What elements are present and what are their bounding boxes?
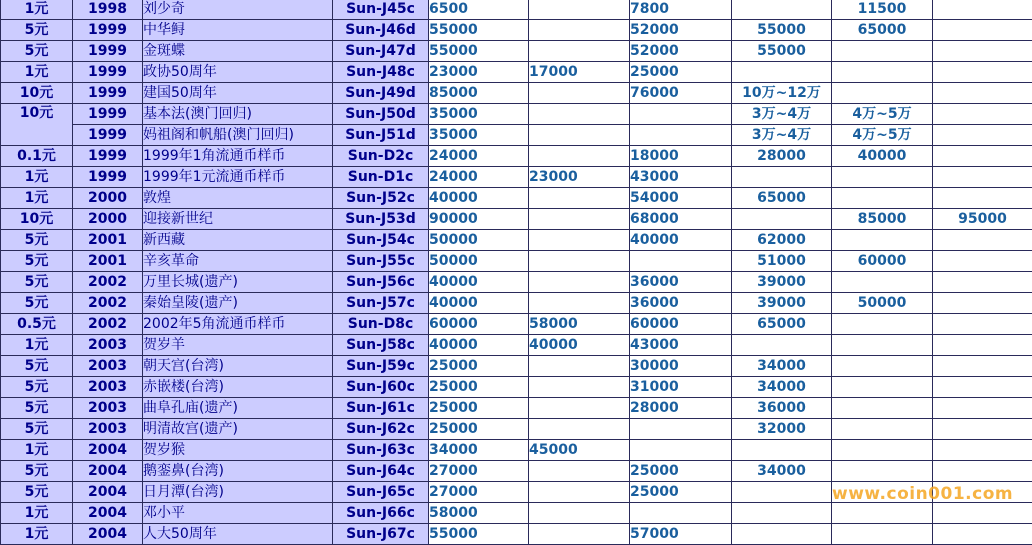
price-cell-1[interactable]: 27000 — [429, 482, 529, 503]
catalog-code-cell[interactable]: Sun-J57c — [333, 293, 429, 314]
price-cell-1[interactable]: 25000 — [429, 398, 529, 419]
price-cell-5[interactable] — [832, 272, 933, 293]
price-cell-5[interactable]: 50000 — [832, 293, 933, 314]
price-cell-3[interactable]: 18000 — [630, 146, 732, 167]
catalog-code-cell[interactable]: Sun-J51d — [333, 125, 429, 146]
year-cell[interactable]: 2000 — [73, 209, 143, 230]
price-cell-2[interactable]: 17000 — [529, 62, 630, 83]
table-row — [1, 314, 1032, 335]
coin-name-cell[interactable]: 新西藏 — [143, 230, 333, 251]
price-cell-6[interactable] — [933, 293, 1032, 314]
price-cell-1[interactable]: 24000 — [429, 146, 529, 167]
table-row — [1, 419, 1032, 440]
price-cell-3[interactable]: 36000 — [630, 293, 732, 314]
price-cell-6[interactable] — [933, 62, 1032, 83]
price-cell-1[interactable]: 50000 — [429, 251, 529, 272]
denomination-cell[interactable]: 1元 — [1, 62, 73, 83]
price-cell-5[interactable] — [832, 335, 933, 356]
price-cell-2[interactable] — [529, 482, 630, 503]
price-cell-2[interactable] — [529, 356, 630, 377]
coin-name-cell[interactable]: 曲阜孔庙(遗产) — [143, 398, 333, 419]
table-row — [1, 440, 1032, 461]
price-cell-4[interactable]: 39000 — [732, 293, 832, 314]
denomination-cell[interactable]: 5元 — [1, 293, 73, 314]
coin-name-cell[interactable]: 贺岁羊 — [143, 335, 333, 356]
price-cell-1[interactable]: 50000 — [429, 230, 529, 251]
price-cell-1[interactable]: 40000 — [429, 188, 529, 209]
year-cell[interactable]: 2004 — [73, 461, 143, 482]
catalog-code-cell[interactable]: Sun-J45c — [333, 0, 429, 20]
coin-name-cell[interactable]: 邓小平 — [143, 503, 333, 524]
table-row — [1, 41, 1032, 62]
denomination-cell[interactable]: 10元 — [1, 209, 73, 230]
catalog-code-cell[interactable]: Sun-J49d — [333, 83, 429, 104]
price-cell-5[interactable] — [832, 419, 933, 440]
price-cell-6[interactable] — [933, 356, 1032, 377]
price-cell-5[interactable] — [832, 188, 933, 209]
year-cell[interactable]: 2004 — [73, 524, 143, 545]
table-row — [1, 461, 1032, 482]
price-cell-6[interactable] — [933, 167, 1032, 188]
price-cell-5[interactable] — [832, 440, 933, 461]
price-cell-2[interactable] — [529, 104, 630, 125]
table-row — [1, 377, 1032, 398]
price-cell-1[interactable]: 25000 — [429, 377, 529, 398]
denomination-cell[interactable]: 5元 — [1, 482, 73, 503]
year-cell[interactable]: 2001 — [73, 230, 143, 251]
coin-name-cell[interactable]: 2002年5角流通币样币 — [143, 314, 333, 335]
price-cell-3[interactable] — [630, 104, 732, 125]
coin-name-cell[interactable]: 鹅銮鼻(台湾) — [143, 461, 333, 482]
price-cell-6[interactable] — [933, 461, 1032, 482]
price-cell-6[interactable] — [933, 0, 1032, 20]
denomination-cell[interactable]: 1元 — [1, 335, 73, 356]
price-cell-4[interactable] — [732, 209, 832, 230]
price-cell-3[interactable]: 31000 — [630, 377, 732, 398]
year-cell[interactable]: 1999 — [73, 83, 143, 104]
price-cell-1[interactable]: 6500 — [429, 0, 529, 20]
price-cell-5[interactable]: 4万~5万 — [832, 104, 933, 125]
table-row — [1, 20, 1032, 41]
price-cell-6[interactable] — [933, 335, 1032, 356]
price-cell-4[interactable]: 36000 — [732, 398, 832, 419]
price-cell-6[interactable] — [933, 503, 1032, 524]
price-cell-4[interactable] — [732, 440, 832, 461]
denomination-cell[interactable]: 1元 — [1, 0, 73, 20]
year-cell[interactable]: 2003 — [73, 335, 143, 356]
year-cell[interactable]: 1999 — [73, 62, 143, 83]
price-cell-4[interactable] — [732, 503, 832, 524]
coin-name-cell[interactable]: 政协50周年 — [143, 62, 333, 83]
price-cell-2[interactable] — [529, 0, 630, 20]
catalog-code-cell[interactable]: Sun-J47d — [333, 41, 429, 62]
table-row — [1, 230, 1032, 251]
coin-name-cell[interactable]: 辛亥革命 — [143, 251, 333, 272]
year-cell[interactable]: 2003 — [73, 398, 143, 419]
price-cell-1[interactable]: 40000 — [429, 335, 529, 356]
denomination-cell[interactable]: 5元 — [1, 377, 73, 398]
denomination-cell[interactable]: 5元 — [1, 41, 73, 62]
catalog-code-cell[interactable]: Sun-D2c — [333, 146, 429, 167]
site-watermark: www.coin001.com — [832, 484, 1013, 504]
table-row — [1, 209, 1032, 230]
price-cell-4[interactable]: 10万~12万 — [732, 83, 832, 104]
price-cell-5[interactable]: 4万~5万 — [832, 125, 933, 146]
price-cell-4[interactable]: 3万~4万 — [732, 125, 832, 146]
year-cell[interactable]: 1999 — [73, 125, 143, 146]
catalog-code-cell[interactable]: Sun-J46d — [333, 20, 429, 41]
table-row — [1, 272, 1032, 293]
price-cell-2[interactable] — [529, 146, 630, 167]
catalog-code-cell[interactable]: Sun-J48c — [333, 62, 429, 83]
price-cell-6[interactable] — [933, 188, 1032, 209]
price-cell-2[interactable] — [529, 20, 630, 41]
price-cell-1[interactable]: 55000 — [429, 524, 529, 545]
denomination-cell[interactable]: 1元 — [1, 503, 73, 524]
year-cell[interactable]: 2003 — [73, 419, 143, 440]
coin-name-cell[interactable]: 万里长城(遗产) — [143, 272, 333, 293]
year-cell[interactable]: 2001 — [73, 251, 143, 272]
denomination-cell[interactable]: 0.5元 — [1, 314, 73, 335]
price-cell-5[interactable] — [832, 377, 933, 398]
coin-name-cell[interactable]: 人大50周年 — [143, 524, 333, 545]
price-cell-4[interactable] — [732, 167, 832, 188]
price-cell-1[interactable]: 23000 — [429, 62, 529, 83]
denomination-cell[interactable]: 5元 — [1, 461, 73, 482]
denomination-cell[interactable]: 10元 — [1, 83, 73, 104]
price-cell-3[interactable]: 28000 — [630, 398, 732, 419]
price-cell-5[interactable]: 65000 — [832, 20, 933, 41]
denomination-cell[interactable]: 5元 — [1, 251, 73, 272]
price-cell-3[interactable]: 36000 — [630, 272, 732, 293]
price-cell-1[interactable]: 27000 — [429, 461, 529, 482]
price-cell-4[interactable] — [732, 335, 832, 356]
catalog-code-cell[interactable]: Sun-J54c — [333, 230, 429, 251]
price-cell-3[interactable] — [630, 125, 732, 146]
catalog-code-cell[interactable]: Sun-J61c — [333, 398, 429, 419]
year-cell[interactable]: 2003 — [73, 377, 143, 398]
coin-name-cell[interactable]: 日月潭(台湾) — [143, 482, 333, 503]
coin-name-cell[interactable]: 1999年1角流通币样币 — [143, 146, 333, 167]
price-cell-1[interactable]: 25000 — [429, 356, 529, 377]
table-row — [1, 83, 1032, 104]
price-cell-6[interactable] — [933, 440, 1032, 461]
price-cell-2[interactable] — [529, 209, 630, 230]
price-cell-6[interactable] — [933, 41, 1032, 62]
coin-name-cell[interactable]: 中华鲟 — [143, 20, 333, 41]
price-cell-2[interactable] — [529, 230, 630, 251]
coin-name-cell[interactable]: 刘少奇 — [143, 0, 333, 20]
price-cell-1[interactable]: 25000 — [429, 419, 529, 440]
table-row — [1, 524, 1032, 545]
price-cell-5[interactable]: 40000 — [832, 146, 933, 167]
price-cell-5[interactable] — [832, 356, 933, 377]
price-cell-2[interactable] — [529, 398, 630, 419]
table-row — [1, 146, 1032, 167]
denomination-cell[interactable]: 1元 — [1, 524, 73, 545]
price-cell-4[interactable] — [732, 62, 832, 83]
price-cell-1[interactable]: 35000 — [429, 125, 529, 146]
price-cell-6[interactable] — [933, 251, 1032, 272]
year-cell[interactable]: 1999 — [73, 146, 143, 167]
price-cell-6[interactable] — [933, 104, 1032, 125]
price-cell-4[interactable]: 34000 — [732, 377, 832, 398]
price-cell-2[interactable] — [529, 272, 630, 293]
price-cell-2[interactable]: 23000 — [529, 167, 630, 188]
denomination-cell[interactable]: 5元 — [1, 20, 73, 41]
price-cell-1[interactable]: 58000 — [429, 503, 529, 524]
price-cell-1[interactable]: 34000 — [429, 440, 529, 461]
price-cell-4[interactable]: 51000 — [732, 251, 832, 272]
price-cell-3[interactable]: 25000 — [630, 482, 732, 503]
price-cell-6[interactable] — [933, 20, 1032, 41]
price-cell-5[interactable] — [832, 314, 933, 335]
price-cell-3[interactable]: 76000 — [630, 83, 732, 104]
table-row — [1, 188, 1032, 209]
price-cell-2[interactable] — [529, 377, 630, 398]
denomination-cell[interactable]: 0.1元 — [1, 146, 73, 167]
price-cell-2[interactable] — [529, 41, 630, 62]
coin-name-cell[interactable]: 朝天宫(台湾) — [143, 356, 333, 377]
price-cell-4[interactable]: 62000 — [732, 230, 832, 251]
coin-name-cell[interactable]: 秦始皇陵(遗产) — [143, 293, 333, 314]
price-cell-5[interactable] — [832, 83, 933, 104]
price-cell-5[interactable] — [832, 461, 933, 482]
price-cell-4[interactable]: 28000 — [732, 146, 832, 167]
price-cell-6[interactable] — [933, 125, 1032, 146]
price-cell-3[interactable]: 25000 — [630, 461, 732, 482]
catalog-code-cell[interactable]: Sun-J65c — [333, 482, 429, 503]
price-cell-2[interactable]: 45000 — [529, 440, 630, 461]
price-cell-5[interactable] — [832, 62, 933, 83]
year-cell[interactable]: 2004 — [73, 482, 143, 503]
price-cell-5[interactable] — [832, 503, 933, 524]
denomination-cell[interactable]: 10元 — [1, 104, 73, 146]
price-cell-4[interactable] — [732, 0, 832, 20]
coin-name-cell[interactable]: 明清故宫(遗产) — [143, 419, 333, 440]
price-cell-6[interactable] — [933, 146, 1032, 167]
table-row — [1, 503, 1032, 524]
price-cell-6[interactable] — [933, 419, 1032, 440]
price-cell-3[interactable]: 43000 — [630, 167, 732, 188]
coin-name-cell[interactable]: 基本法(澳门回归) — [143, 104, 333, 125]
catalog-code-cell[interactable]: Sun-D1c — [333, 167, 429, 188]
price-cell-3[interactable]: 7800 — [630, 0, 732, 20]
price-cell-3[interactable] — [630, 503, 732, 524]
price-cell-3[interactable]: 43000 — [630, 335, 732, 356]
catalog-code-cell[interactable]: Sun-J60c — [333, 377, 429, 398]
denomination-cell[interactable]: 5元 — [1, 230, 73, 251]
price-cell-5[interactable] — [832, 41, 933, 62]
catalog-code-cell[interactable]: Sun-J58c — [333, 335, 429, 356]
coin-name-cell[interactable]: 迎接新世纪 — [143, 209, 333, 230]
table-body — [1, 0, 1032, 545]
price-cell-1[interactable]: 90000 — [429, 209, 529, 230]
price-cell-2[interactable] — [529, 503, 630, 524]
price-cell-1[interactable]: 24000 — [429, 167, 529, 188]
denomination-cell[interactable]: 5元 — [1, 419, 73, 440]
price-cell-6[interactable] — [933, 377, 1032, 398]
price-cell-2[interactable]: 40000 — [529, 335, 630, 356]
table-row — [1, 0, 1032, 20]
catalog-code-cell[interactable]: Sun-J59c — [333, 356, 429, 377]
coin-name-cell[interactable]: 建国50周年 — [143, 83, 333, 104]
catalog-code-cell[interactable]: Sun-D8c — [333, 314, 429, 335]
price-cell-2[interactable] — [529, 293, 630, 314]
price-cell-6[interactable] — [933, 83, 1032, 104]
year-cell[interactable]: 2000 — [73, 188, 143, 209]
table-row — [1, 167, 1032, 188]
price-cell-4[interactable] — [732, 524, 832, 545]
price-cell-4[interactable]: 34000 — [732, 461, 832, 482]
price-cell-1[interactable]: 55000 — [429, 20, 529, 41]
price-cell-3[interactable]: 54000 — [630, 188, 732, 209]
year-cell[interactable]: 1999 — [73, 104, 143, 125]
coin-name-cell[interactable]: 金斑蝶 — [143, 41, 333, 62]
price-cell-3[interactable]: 40000 — [630, 230, 732, 251]
year-cell[interactable]: 1999 — [73, 41, 143, 62]
price-cell-4[interactable]: 34000 — [732, 356, 832, 377]
price-cell-4[interactable]: 39000 — [732, 272, 832, 293]
price-cell-2[interactable] — [529, 461, 630, 482]
catalog-code-cell[interactable]: Sun-J67c — [333, 524, 429, 545]
table-row — [1, 356, 1032, 377]
price-cell-3[interactable]: 25000 — [630, 62, 732, 83]
table-row — [1, 335, 1032, 356]
price-cell-4[interactable]: 32000 — [732, 419, 832, 440]
price-cell-6[interactable] — [933, 272, 1032, 293]
catalog-code-cell[interactable]: Sun-J63c — [333, 440, 429, 461]
price-cell-6[interactable] — [933, 524, 1032, 545]
table-row — [1, 398, 1032, 419]
catalog-code-cell[interactable]: Sun-J62c — [333, 419, 429, 440]
table-row — [1, 125, 1032, 146]
year-cell[interactable]: 1998 — [73, 0, 143, 20]
year-cell[interactable]: 1999 — [73, 167, 143, 188]
price-cell-3[interactable]: 68000 — [630, 209, 732, 230]
catalog-code-cell[interactable]: Sun-J50d — [333, 104, 429, 125]
coin-name-cell[interactable]: 赤嵌楼(台湾) — [143, 377, 333, 398]
year-cell[interactable]: 2002 — [73, 293, 143, 314]
price-cell-4[interactable]: 55000 — [732, 41, 832, 62]
price-cell-6[interactable]: 95000 — [933, 209, 1032, 230]
price-cell-2[interactable] — [529, 125, 630, 146]
price-cell-1[interactable]: 55000 — [429, 41, 529, 62]
price-cell-3[interactable]: 52000 — [630, 20, 732, 41]
year-cell[interactable]: 2004 — [73, 440, 143, 461]
price-cell-5[interactable]: 60000 — [832, 251, 933, 272]
table-row — [1, 293, 1032, 314]
price-cell-5[interactable]: 11500 — [832, 0, 933, 20]
year-cell[interactable]: 2003 — [73, 356, 143, 377]
price-cell-3[interactable]: 52000 — [630, 41, 732, 62]
year-cell[interactable]: 2004 — [73, 503, 143, 524]
price-cell-1[interactable]: 40000 — [429, 272, 529, 293]
catalog-code-cell[interactable]: Sun-J52c — [333, 188, 429, 209]
price-cell-5[interactable] — [832, 524, 933, 545]
price-cell-4[interactable] — [732, 482, 832, 503]
price-cell-2[interactable] — [529, 188, 630, 209]
catalog-code-cell[interactable]: Sun-J55c — [333, 251, 429, 272]
price-cell-1[interactable]: 40000 — [429, 293, 529, 314]
year-cell[interactable]: 1999 — [73, 20, 143, 41]
coin-name-cell[interactable]: 敦煌 — [143, 188, 333, 209]
year-cell[interactable]: 2002 — [73, 272, 143, 293]
catalog-code-cell[interactable]: Sun-J56c — [333, 272, 429, 293]
denomination-cell[interactable]: 5元 — [1, 398, 73, 419]
price-cell-3[interactable] — [630, 419, 732, 440]
price-cell-6[interactable] — [933, 230, 1032, 251]
denomination-cell[interactable]: 5元 — [1, 356, 73, 377]
price-cell-3[interactable]: 57000 — [630, 524, 732, 545]
price-cell-5[interactable]: 85000 — [832, 209, 933, 230]
catalog-code-cell[interactable]: Sun-J53d — [333, 209, 429, 230]
price-cell-3[interactable] — [630, 440, 732, 461]
price-cell-2[interactable] — [529, 419, 630, 440]
table-row — [1, 251, 1032, 272]
price-cell-6[interactable] — [933, 398, 1032, 419]
denomination-cell[interactable]: 1元 — [1, 188, 73, 209]
price-cell-6[interactable] — [933, 314, 1032, 335]
price-cell-4[interactable]: 55000 — [732, 20, 832, 41]
denomination-cell[interactable]: 5元 — [1, 272, 73, 293]
table-row — [1, 62, 1032, 83]
denomination-cell[interactable]: 1元 — [1, 440, 73, 461]
price-cell-2[interactable] — [529, 251, 630, 272]
coin-name-cell[interactable]: 贺岁猴 — [143, 440, 333, 461]
catalog-code-cell[interactable]: Sun-J66c — [333, 503, 429, 524]
price-cell-4[interactable]: 3万~4万 — [732, 104, 832, 125]
catalog-code-cell[interactable]: Sun-J64c — [333, 461, 429, 482]
price-cell-1[interactable]: 60000 — [429, 314, 529, 335]
coin-name-cell[interactable]: 妈祖阁和帆船(澳门回归) — [143, 125, 333, 146]
price-cell-2[interactable] — [529, 83, 630, 104]
year-cell[interactable]: 2002 — [73, 314, 143, 335]
price-cell-1[interactable]: 35000 — [429, 104, 529, 125]
table-row — [1, 104, 1032, 125]
price-cell-3[interactable]: 60000 — [630, 314, 732, 335]
price-cell-2[interactable] — [529, 524, 630, 545]
price-cell-3[interactable] — [630, 251, 732, 272]
price-cell-4[interactable]: 65000 — [732, 188, 832, 209]
price-cell-5[interactable] — [832, 167, 933, 188]
price-cell-2[interactable]: 58000 — [529, 314, 630, 335]
price-cell-5[interactable] — [832, 398, 933, 419]
price-cell-5[interactable] — [832, 230, 933, 251]
price-cell-1[interactable]: 85000 — [429, 83, 529, 104]
price-cell-3[interactable]: 30000 — [630, 356, 732, 377]
denomination-cell[interactable]: 1元 — [1, 167, 73, 188]
price-cell-4[interactable]: 65000 — [732, 314, 832, 335]
coin-name-cell[interactable]: 1999年1元流通币样币 — [143, 167, 333, 188]
